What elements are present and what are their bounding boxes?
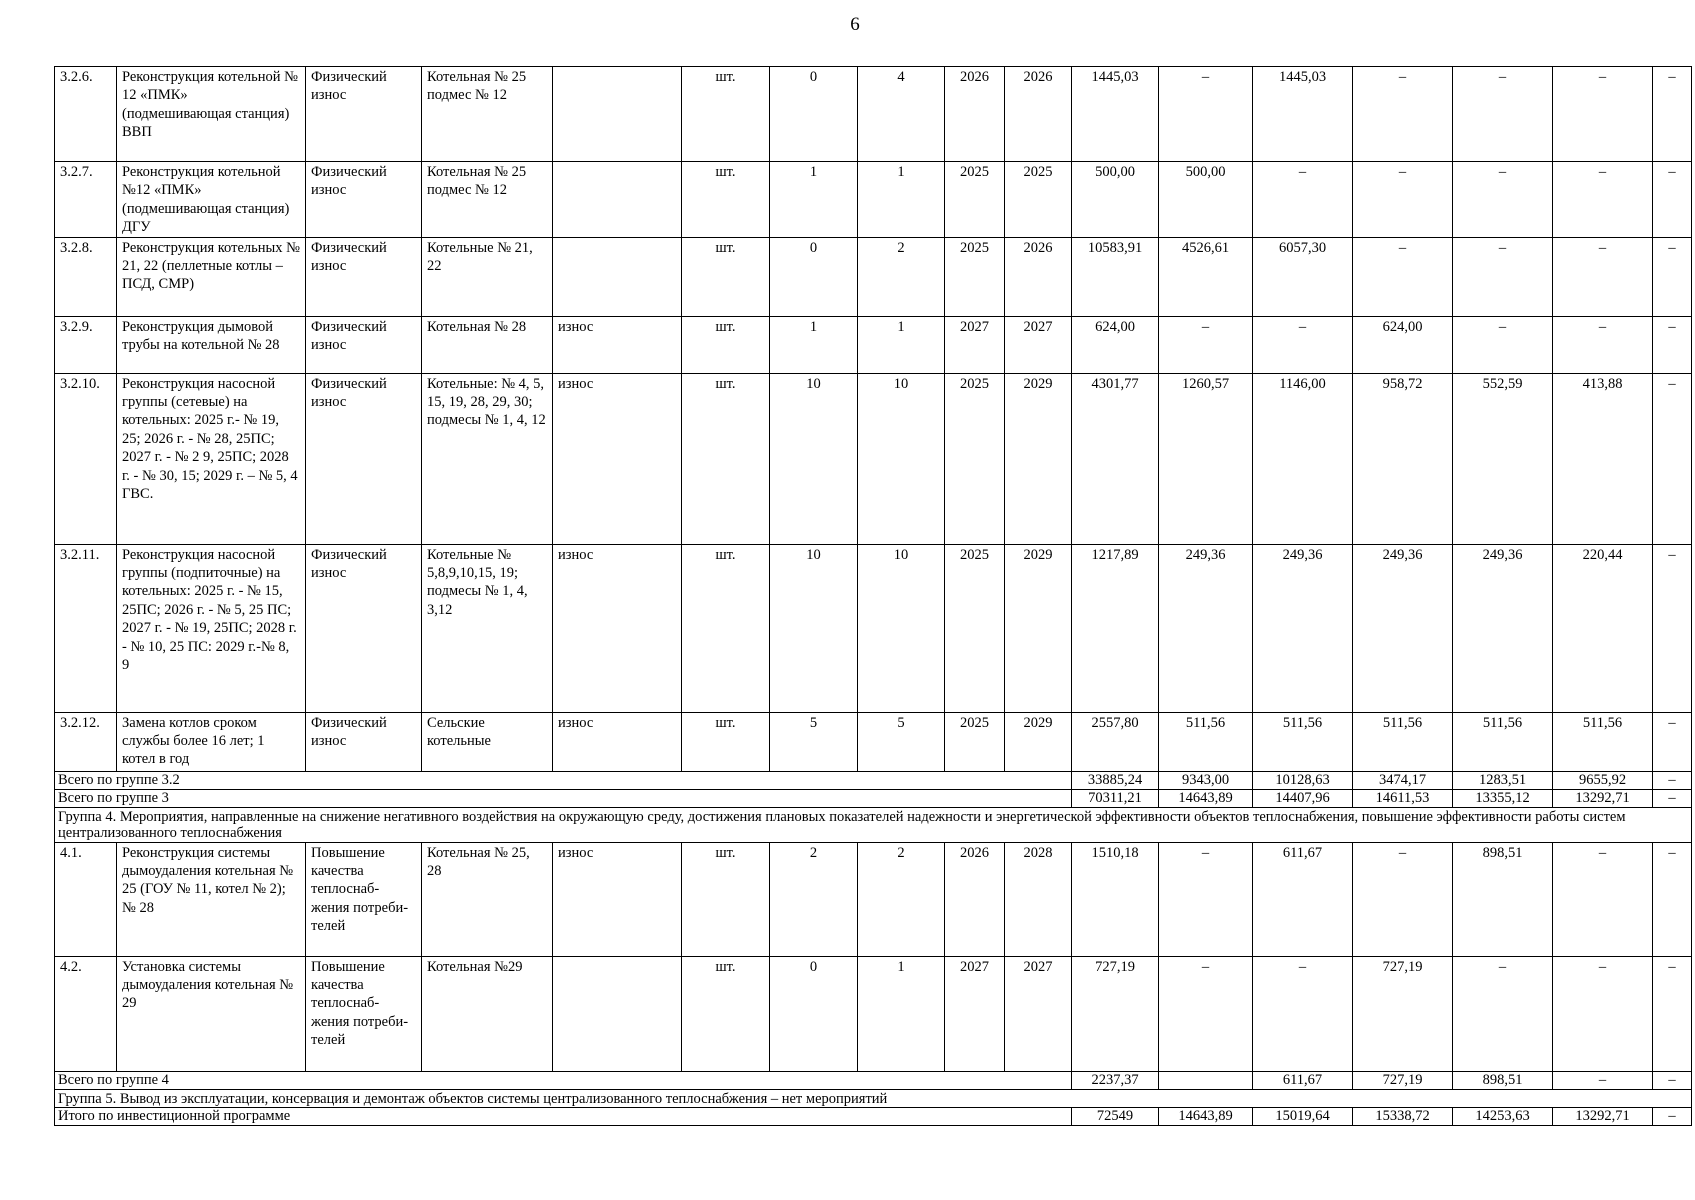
cost-2028-cell: 249,36: [1453, 544, 1553, 712]
subtotal-row: [55, 771, 1692, 789]
value-after-cell: 2: [858, 237, 945, 316]
start-year-cell: 2025: [945, 712, 1005, 771]
cost-2029-cell: –: [1553, 842, 1653, 956]
indicator-cell: износ: [553, 373, 682, 544]
subtotal-f2026-cell: 611,67: [1253, 1071, 1353, 1089]
measure-row: [55, 67, 1692, 162]
cost-2025-cell: 4526,61: [1159, 237, 1253, 316]
cost-2025-cell: 511,56: [1159, 712, 1253, 771]
measure-name-cell: Реконструкция котельной № 12 «ПМК» (подмешивающая станция) ВВП: [117, 67, 306, 162]
basis-cell: Физический износ: [306, 373, 422, 544]
value-before-cell: 10: [770, 544, 858, 712]
subtotal-f2027-cell: 14611,53: [1353, 789, 1453, 807]
total-cost-cell: 1217,89: [1072, 544, 1159, 712]
row-number-cell: 3.2.9.: [55, 316, 117, 373]
end-year-cell: 2029: [1005, 712, 1072, 771]
cost-2026-cell: 611,67: [1253, 842, 1353, 956]
cost-2028-cell: 511,56: [1453, 712, 1553, 771]
object-cell: Котельная № 25 подмес № 12: [422, 67, 553, 162]
cost-2026-cell: 249,36: [1253, 544, 1353, 712]
cost-2028-cell: –: [1453, 162, 1553, 238]
subtotal-total-cell: 33885,24: [1072, 771, 1159, 789]
subtotal-label-cell: Итого по инвестиционной программе: [55, 1108, 1072, 1126]
unit-cell: шт.: [682, 316, 770, 373]
total-cost-cell: 1445,03: [1072, 67, 1159, 162]
subtotal-f2028-cell: 13355,12: [1453, 789, 1553, 807]
subtotal-row: [55, 1071, 1692, 1089]
value-after-cell: 1: [858, 956, 945, 1071]
subtotal-f2025-cell: 9343,00: [1159, 771, 1253, 789]
value-after-cell: 1: [858, 162, 945, 238]
measure-name-cell: Реконструкция котельных № 21, 22 (пеллетные котлы – ПСД, СМР): [117, 237, 306, 316]
end-year-cell: 2028: [1005, 842, 1072, 956]
object-cell: Сельские котельные: [422, 712, 553, 771]
cost-2030-cell: –: [1653, 373, 1692, 544]
object-cell: Котельная №29: [422, 956, 553, 1071]
basis-cell: Физический износ: [306, 67, 422, 162]
cost-2030-cell: –: [1653, 956, 1692, 1071]
start-year-cell: 2025: [945, 373, 1005, 544]
unit-cell: шт.: [682, 67, 770, 162]
subtotal-f2030-cell: –: [1653, 771, 1692, 789]
cost-2025-cell: 500,00: [1159, 162, 1253, 238]
cost-2025-cell: –: [1159, 316, 1253, 373]
cost-2027-cell: –: [1353, 237, 1453, 316]
measure-name-cell: Реконструкция котельной №12 «ПМК» (подмешивающая станция) ДГУ: [117, 162, 306, 238]
subtotal-f2026-cell: 15019,64: [1253, 1108, 1353, 1126]
total-cost-cell: 10583,91: [1072, 237, 1159, 316]
basis-cell: Повышение качества теплоснаб-жения потреби-телей: [306, 956, 422, 1071]
cost-2026-cell: 1146,00: [1253, 373, 1353, 544]
cost-2028-cell: –: [1453, 956, 1553, 1071]
cost-2025-cell: –: [1159, 842, 1253, 956]
indicator-cell: износ: [553, 712, 682, 771]
basis-cell: Физический износ: [306, 544, 422, 712]
subtotal-f2029-cell: –: [1553, 1071, 1653, 1089]
cost-2028-cell: –: [1453, 316, 1553, 373]
subtotal-f2030-cell: –: [1653, 1071, 1692, 1089]
cost-2029-cell: 413,88: [1553, 373, 1653, 544]
value-before-cell: 1: [770, 162, 858, 238]
basis-cell: Физический износ: [306, 316, 422, 373]
value-before-cell: 5: [770, 712, 858, 771]
subtotal-f2027-cell: 3474,17: [1353, 771, 1453, 789]
cost-2028-cell: 552,59: [1453, 373, 1553, 544]
value-after-cell: 10: [858, 373, 945, 544]
unit-cell: шт.: [682, 373, 770, 544]
page-number: 6: [850, 14, 860, 35]
group-header-row: [55, 1089, 1692, 1108]
row-number-cell: 4.2.: [55, 956, 117, 1071]
value-after-cell: 10: [858, 544, 945, 712]
value-before-cell: 0: [770, 67, 858, 162]
cost-2029-cell: –: [1553, 956, 1653, 1071]
value-before-cell: 0: [770, 956, 858, 1071]
indicator-cell: износ: [553, 316, 682, 373]
unit-cell: шт.: [682, 956, 770, 1071]
basis-cell: Повышение качества теплоснаб-жения потреби-телей: [306, 842, 422, 956]
row-number-cell: 3.2.10.: [55, 373, 117, 544]
subtotal-f2027-cell: 15338,72: [1353, 1108, 1453, 1126]
subtotal-f2027-cell: 727,19: [1353, 1071, 1453, 1089]
cost-2025-cell: 249,36: [1159, 544, 1253, 712]
value-after-cell: 4: [858, 67, 945, 162]
subtotal-f2029-cell: 9655,92: [1553, 771, 1653, 789]
unit-cell: шт.: [682, 842, 770, 956]
cost-2029-cell: –: [1553, 316, 1653, 373]
unit-cell: шт.: [682, 544, 770, 712]
row-number-cell: 4.1.: [55, 842, 117, 956]
subtotal-f2029-cell: 13292,71: [1553, 1108, 1653, 1126]
cost-2028-cell: 898,51: [1453, 842, 1553, 956]
start-year-cell: 2027: [945, 956, 1005, 1071]
cost-2029-cell: –: [1553, 162, 1653, 238]
end-year-cell: 2025: [1005, 162, 1072, 238]
cost-2027-cell: 624,00: [1353, 316, 1453, 373]
cost-2025-cell: –: [1159, 67, 1253, 162]
basis-cell: Физический износ: [306, 712, 422, 771]
cost-2027-cell: –: [1353, 842, 1453, 956]
row-number-cell: 3.2.8.: [55, 237, 117, 316]
end-year-cell: 2026: [1005, 67, 1072, 162]
object-cell: Котельная № 28: [422, 316, 553, 373]
object-cell: Котельные № 5,8,9,10,15, 19; подмесы № 1, 4, 3,12: [422, 544, 553, 712]
measure-name-cell: Реконструкция насосной группы (подпиточные) на котельных: 2025 г. - № 15, 25ПС; 2026 г. - № 5, 25 ПС; 2027 г. - № 19, 25ПС; 2028 г. - № 10, 25 ПС: 2029 г.-№ 8, 9: [117, 544, 306, 712]
cost-2030-cell: –: [1653, 67, 1692, 162]
subtotal-total-cell: 72549: [1072, 1108, 1159, 1126]
object-cell: Котельная № 25, 28: [422, 842, 553, 956]
subtotal-f2026-cell: 14407,96: [1253, 789, 1353, 807]
cost-2026-cell: –: [1253, 162, 1353, 238]
cost-2029-cell: –: [1553, 237, 1653, 316]
start-year-cell: 2026: [945, 842, 1005, 956]
indicator-cell: износ: [553, 842, 682, 956]
subtotal-total-cell: 2237,37: [1072, 1071, 1159, 1089]
indicator-cell: износ: [553, 544, 682, 712]
total-cost-cell: 2557,80: [1072, 712, 1159, 771]
cost-2030-cell: –: [1653, 316, 1692, 373]
basis-cell: Физический износ: [306, 237, 422, 316]
total-cost-cell: 727,19: [1072, 956, 1159, 1071]
measure-row: [55, 842, 1692, 956]
subtotal-f2025-cell: 14643,89: [1159, 789, 1253, 807]
total-cost-cell: 1510,18: [1072, 842, 1159, 956]
investment-program-table: [54, 66, 1692, 1126]
cost-2030-cell: –: [1653, 162, 1692, 238]
unit-cell: шт.: [682, 712, 770, 771]
subtotal-f2026-cell: 10128,63: [1253, 771, 1353, 789]
cost-2027-cell: –: [1353, 67, 1453, 162]
start-year-cell: 2026: [945, 67, 1005, 162]
measure-row: [55, 956, 1692, 1071]
cost-2025-cell: 1260,57: [1159, 373, 1253, 544]
indicator-cell: [553, 67, 682, 162]
subtotal-f2029-cell: 13292,71: [1553, 789, 1653, 807]
cost-2026-cell: 6057,30: [1253, 237, 1353, 316]
basis-cell: Физический износ: [306, 162, 422, 238]
end-year-cell: 2027: [1005, 316, 1072, 373]
cost-2030-cell: –: [1653, 237, 1692, 316]
subtotal-f2030-cell: –: [1653, 789, 1692, 807]
measure-row: [55, 316, 1692, 373]
cost-2026-cell: 511,56: [1253, 712, 1353, 771]
end-year-cell: 2027: [1005, 956, 1072, 1071]
group-title-cell: Группа 5. Вывод из эксплуатации, консервация и демонтаж объектов системы централизованного теплоснабжения – нет мероприятий: [55, 1089, 1692, 1108]
measure-name-cell: Реконструкция насосной группы (сетевые) на котельных: 2025 г.- № 19, 25; 2026 г. - № 28, 25ПС; 2027 г. - № 2 9, 25ПС; 2028 г. - № 30, 15; 2029 г. – № 5, 4 ГВС.: [117, 373, 306, 544]
value-after-cell: 1: [858, 316, 945, 373]
start-year-cell: 2025: [945, 237, 1005, 316]
cost-2029-cell: 220,44: [1553, 544, 1653, 712]
object-cell: Котельные: № 4, 5, 15, 19, 28, 29, 30; подмесы № 1, 4, 12: [422, 373, 553, 544]
indicator-cell: [553, 162, 682, 238]
cost-2028-cell: –: [1453, 67, 1553, 162]
cost-2026-cell: –: [1253, 956, 1353, 1071]
cost-2028-cell: –: [1453, 237, 1553, 316]
start-year-cell: 2025: [945, 544, 1005, 712]
measure-row: [55, 237, 1692, 316]
cost-2027-cell: 249,36: [1353, 544, 1453, 712]
measure-name-cell: Реконструкция дымовой трубы на котельной № 28: [117, 316, 306, 373]
measure-name-cell: Реконструкция системы дымоудаления котельная № 25 (ГОУ № 11, котел № 2); № 28: [117, 842, 306, 956]
object-cell: Котельная № 25 подмес № 12: [422, 162, 553, 238]
measure-name-cell: Установка системы дымоудаления котельная № 29: [117, 956, 306, 1071]
total-cost-cell: 4301,77: [1072, 373, 1159, 544]
total-cost-cell: 500,00: [1072, 162, 1159, 238]
row-number-cell: 3.2.6.: [55, 67, 117, 162]
cost-2027-cell: 727,19: [1353, 956, 1453, 1071]
cost-2027-cell: –: [1353, 162, 1453, 238]
value-before-cell: 0: [770, 237, 858, 316]
subtotal-f2028-cell: 898,51: [1453, 1071, 1553, 1089]
start-year-cell: 2027: [945, 316, 1005, 373]
subtotal-label-cell: Всего по группе 4: [55, 1071, 1072, 1089]
cost-2026-cell: 1445,03: [1253, 67, 1353, 162]
end-year-cell: 2029: [1005, 544, 1072, 712]
indicator-cell: [553, 237, 682, 316]
subtotal-total-cell: 70311,21: [1072, 789, 1159, 807]
value-before-cell: 1: [770, 316, 858, 373]
value-after-cell: 2: [858, 842, 945, 956]
cost-2030-cell: –: [1653, 712, 1692, 771]
total-cost-cell: 624,00: [1072, 316, 1159, 373]
unit-cell: шт.: [682, 237, 770, 316]
measure-row: [55, 712, 1692, 771]
cost-2027-cell: 511,56: [1353, 712, 1453, 771]
subtotal-f2025-cell: 14643,89: [1159, 1108, 1253, 1126]
end-year-cell: 2026: [1005, 237, 1072, 316]
start-year-cell: 2025: [945, 162, 1005, 238]
row-number-cell: 3.2.12.: [55, 712, 117, 771]
value-before-cell: 10: [770, 373, 858, 544]
subtotal-f2025-cell: [1159, 1071, 1253, 1089]
cost-2030-cell: –: [1653, 842, 1692, 956]
subtotal-label-cell: Всего по группе 3.2: [55, 771, 1072, 789]
cost-2026-cell: –: [1253, 316, 1353, 373]
measure-row: [55, 373, 1692, 544]
cost-2030-cell: –: [1653, 544, 1692, 712]
cost-2029-cell: 511,56: [1553, 712, 1653, 771]
value-after-cell: 5: [858, 712, 945, 771]
cost-2025-cell: –: [1159, 956, 1253, 1071]
subtotal-f2028-cell: 1283,51: [1453, 771, 1553, 789]
object-cell: Котельные № 21, 22: [422, 237, 553, 316]
subtotal-f2028-cell: 14253,63: [1453, 1108, 1553, 1126]
subtotal-label-cell: Всего по группе 3: [55, 789, 1072, 807]
row-number-cell: 3.2.7.: [55, 162, 117, 238]
measure-name-cell: Замена котлов сроком службы более 16 лет; 1 котел в год: [117, 712, 306, 771]
group-title-cell: Группа 4. Мероприятия, направленные на снижение негативного воздействия на окружающую среду, достижения плановых показателей надежности и энергетической эффективности объектов теплоснабжения, повышение эффективности работы систем централизованного теплоснабжения: [55, 807, 1692, 842]
subtotal-f2030-cell: –: [1653, 1108, 1692, 1126]
indicator-cell: [553, 956, 682, 1071]
value-before-cell: 2: [770, 842, 858, 956]
subtotal-row: [55, 1108, 1692, 1126]
measure-row: [55, 162, 1692, 238]
cost-2027-cell: 958,72: [1353, 373, 1453, 544]
group-header-row: [55, 807, 1692, 842]
measure-row: [55, 544, 1692, 712]
end-year-cell: 2029: [1005, 373, 1072, 544]
unit-cell: шт.: [682, 162, 770, 238]
subtotal-row: [55, 789, 1692, 807]
cost-2029-cell: –: [1553, 67, 1653, 162]
row-number-cell: 3.2.11.: [55, 544, 117, 712]
